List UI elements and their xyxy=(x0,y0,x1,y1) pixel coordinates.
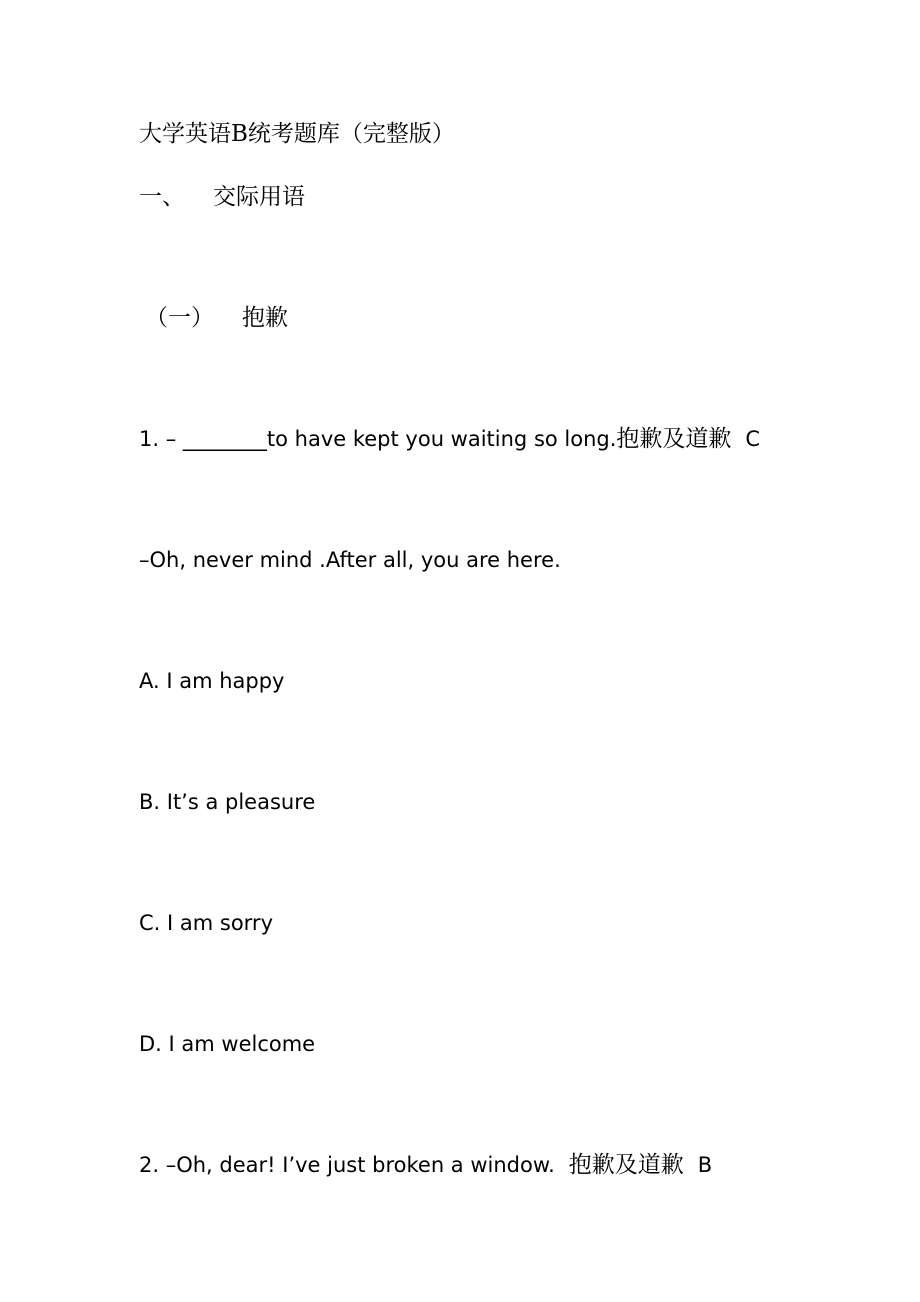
section-label: 交际用语 xyxy=(213,184,305,210)
section-heading xyxy=(139,183,305,211)
question-tag: 抱歉及道歉 xyxy=(616,426,732,452)
question-tag: 抱歉及道歉 xyxy=(568,1152,684,1178)
subsection-number: （一） xyxy=(145,305,214,331)
option-text: B. It’s a pleasure xyxy=(139,790,316,814)
subsection-heading xyxy=(145,304,288,332)
document-title xyxy=(139,120,455,148)
question-1-stem xyxy=(139,425,760,453)
section-number: 一、 xyxy=(139,184,185,210)
subsection-label: 抱歉 xyxy=(242,305,288,331)
option-text: D. I am welcome xyxy=(139,1032,316,1056)
question-1-option-a xyxy=(139,667,284,695)
question-1-option-c xyxy=(139,909,273,937)
question-answer: B xyxy=(697,1153,713,1177)
option-text: A. I am happy xyxy=(139,669,285,693)
question-stem-text: 2. –Oh, dear! I’ve just broken a window. xyxy=(139,1153,555,1177)
question-2-stem xyxy=(139,1151,712,1179)
question-1-option-d xyxy=(139,1030,315,1058)
reply-text: –Oh, never mind .After all, you are here. xyxy=(139,548,561,572)
question-answer: C xyxy=(745,427,761,451)
question-1-option-b xyxy=(139,788,315,816)
question-1-reply xyxy=(139,546,561,574)
option-text: C. I am sorry xyxy=(139,911,273,935)
title-text: 大学英语B统考题库（完整版） xyxy=(139,121,455,147)
question-stem-text: 1. – ________to have kept you waiting so long. xyxy=(139,427,617,451)
